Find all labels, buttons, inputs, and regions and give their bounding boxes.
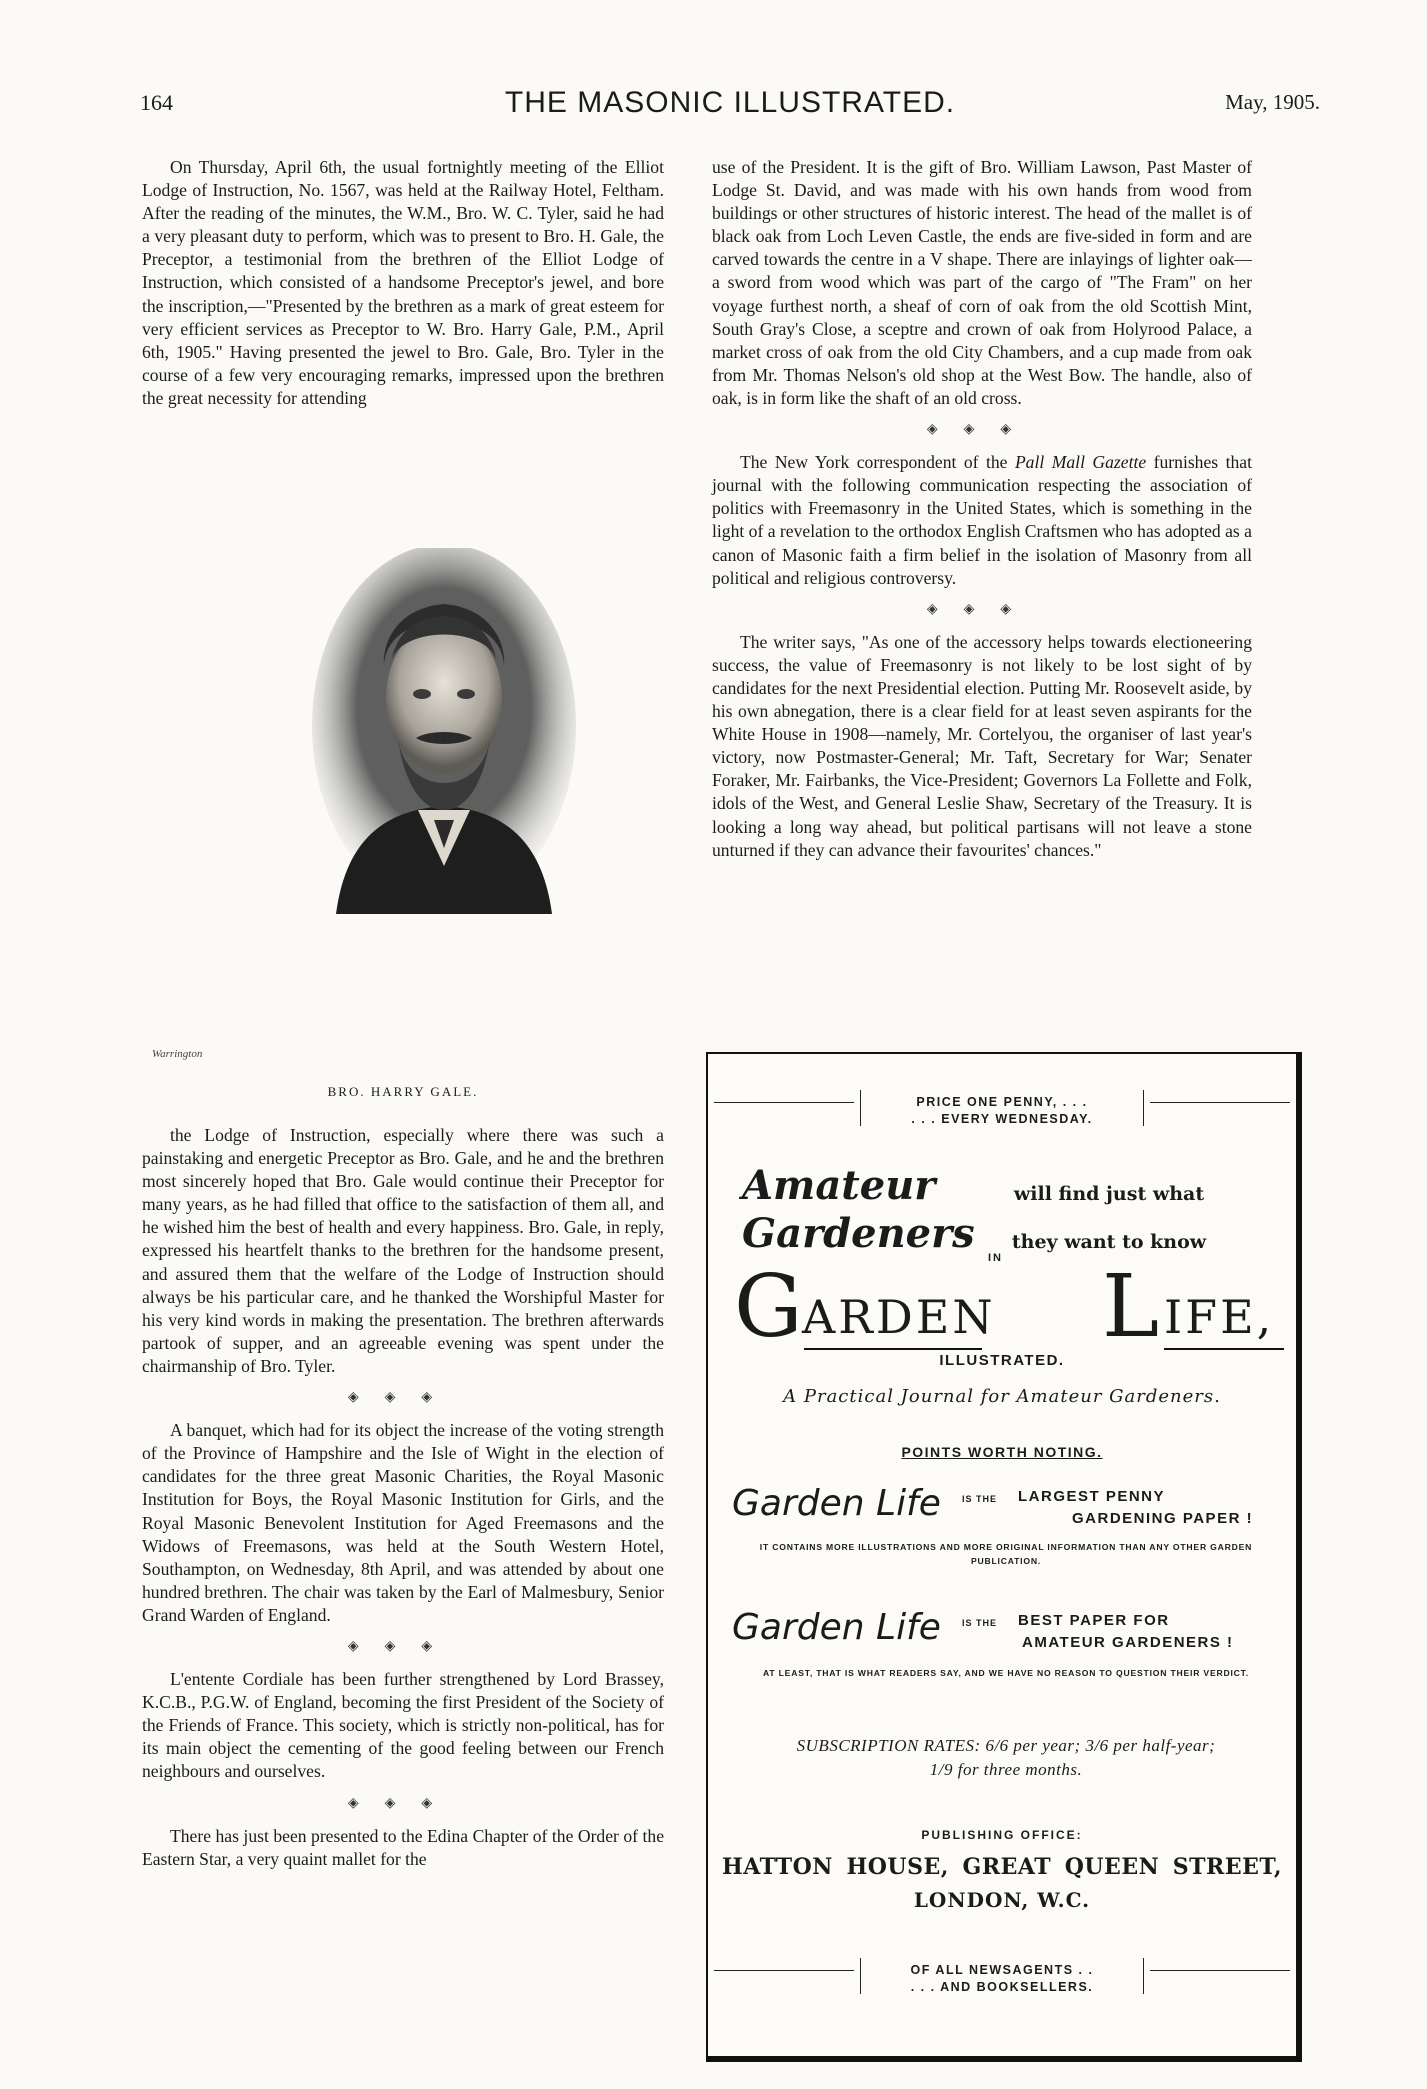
photographer-credit: Warrington (152, 1048, 203, 1060)
article-paragraph: On Thursday, April 6th, the usual fortnightly meeting of the Elliot Lodge of Instruction, No. 1567, was held at the Railway Hotel, Feltham. After the reading of the minutes, the W.M., Bro. W. C. Tyler, said he had a very pleasant duty to perform, which was to present to Bro. H. Gale, the Preceptor, a testimonial from the brethren of the Elliot Lodge of Instruction, which consisted of a handsome Preceptor's jewel, and bore the inscription,—"Presented by the brethren as a mark of great esteem for very efficient services as Preceptor to W. Bro. Harry Gale, P.M., April 6th, 1905." Having presented the jewel to Bro. Gale, Bro. Tyler in the course of a few very encouraging remarks, impressed upon the brethren the great necessity for attending (142, 157, 664, 408)
tagline: A Practical Journal for Amateur Gardeners. (783, 1386, 1221, 1407)
point-note: AT LEAST, THAT IS WHAT READERS SAY, AND WE HAVE NO REASON TO QUESTION THEIR VERDICT. (763, 1668, 1249, 1678)
section-ornament: ◈◈◈ (347, 1390, 459, 1406)
garden-life-masthead: G ARDEN L IFE, (734, 1262, 1294, 1352)
portrait-caption: BRO. HARRY GALE. (327, 1084, 479, 1099)
article-paragraph: A banquet, which had for its object the increase of the voting strength of the Province of Hampshire and the Isle of Wight in the election of candidates for the three great Masonic Charities, the Royal Masonic Institution for Boys, the Royal Masonic Institution for Girls, and the Royal Masonic Benevolent Institution for Aged Freemasons and the Widows of Freemasons, was held at the South Western Hotel, Southampton, on Wednesday, 8th April, and was attended by about one hundred brethren. The chair was taken by the Earl of Malmesbury, Senior Grand Warden of England. (142, 1420, 664, 1625)
office-city: LONDON, W.C. (913, 1888, 1091, 1912)
article-paragraph: The New York correspondent of the Pall Mall Gazette furnishes that journal with the following communication respecting the association of politics with Freemasonry in the United States, which is something in the light of a revelation to the orthodox English Craftsmen who has adopted as a canon of Masonic faith a firm belief in the isolation of Masonry from all political and religious controversy. (712, 452, 1252, 588)
illustrated-label: ILLUSTRATED. (939, 1352, 1065, 1369)
article-paragraph: use of the President. It is the gift of Bro. William Lawson, Past Master of Lodge St. David, and was made with his own hands from wood from buildings or other structures of historic interest. The head of the mallet is of black oak from Loch Leven Castle, the ends are five-sided in form and are carved towards the centre in a V shape. There are inlayings of lighter oak—a sword from wood which was part of the cargo of "The Fram" on her voyage furthest north, a sheaf of corn of oak from the old Scottish Mint, South Gray's Close, a sceptre and crown of oak from Holyrood Palace, a market cross of oak from the old City Chambers, and a cup made from oak from Mr. Thomas Nelson's old shop at the West Bow. The handle, also of oak, is in form like the shaft of an old cross. (712, 157, 1252, 408)
publication-title: THE MASONIC ILLUSTRATED. (504, 86, 956, 119)
in-label: IN (988, 1252, 1003, 1264)
newspaper-name: Pall Mall Gazette (1014, 452, 1147, 473)
point-note: IT CONTAINS MORE ILLUSTRATIONS AND MORE ORIGINAL INFORMATION THAN ANY OTHER GARDEN PUBLICATION. (759, 1542, 1253, 1566)
left-column-top (142, 156, 664, 410)
article-paragraph: The writer says, "As one of the accessory helps towards electioneering success, the value of Freemasonry is not likely to be lost sight of by candidates for the next Presidential election. Putting Mr. Roosevelt aside, by his own abnegation, there is a clear field for at least seven aspirants for the White House in 1908—namely, Mr. Cortelyou, the organiser of last year's victory, now Postmaster-General; Mr. Taft, Secretary for War; Senater Foraker, Mr. Fairbanks, the Vice-President; Governors La Follette and Folk, idols of the West, and General Leslie Shaw, Secretary of the Treasury. It is looking a long way ahead, but political partisans will not leave a stone unturned if they can advance their favourites' chances." (712, 631, 1252, 860)
section-ornament: ◈◈◈ (926, 422, 1038, 438)
masthead-rule (1164, 1348, 1284, 1350)
section-ornament: ◈◈◈ (347, 1795, 459, 1811)
article-paragraph: There has just been presented to the Edina Chapter of the Order of the Eastern Star, a very quaint mallet for the (142, 1825, 664, 1869)
page-header (140, 86, 1320, 120)
will-find-text: will find just what they want to know (1011, 1183, 1207, 1253)
publishing-office-label: PUBLISHING OFFICE: (921, 1828, 1083, 1842)
page-number: 164 (140, 90, 173, 115)
issue-date: May, 1905. (1225, 90, 1320, 114)
section-ornament: ◈◈◈ (347, 1638, 459, 1654)
newsagents-banner: OF ALL NEWSAGENTS . . . . . AND BOOKSELLERS. (910, 1963, 1094, 1994)
garden-life-advertisement (706, 1052, 1302, 2062)
point-largest-paper: Garden Life IS THE LARGEST PENNY GARDENING PAPER ! (732, 1483, 1254, 1527)
subscription-rates: SUBSCRIPTION RATES: 6/6 per year; 3/6 per half-year; 1/9 for three months. (796, 1736, 1216, 1779)
article-paragraph: L'entente Cordiale has been further strengthened by Lord Brassey, K.C.B., P.G.W. of England, becoming the first President of the Society of the Friends of France. This society, which is strictly non-political, has for its main object the cementing of the good feeling between our French neighbours and ourselves. (142, 1669, 664, 1782)
section-ornament: ◈◈◈ (926, 601, 1038, 617)
left-column-bottom (142, 1124, 664, 1871)
masthead-rule (804, 1348, 982, 1350)
office-address: HATTON HOUSE, GREAT QUEEN STREET, (722, 1854, 1282, 1880)
price-banner: PRICE ONE PENNY, . . . . . . EVERY WEDNESDAY. (911, 1095, 1093, 1126)
point-best-paper: Garden Life IS THE BEST PAPER FOR AMATEUR GARDENERS ! (732, 1607, 1234, 1651)
amateur-gardeners-heading: Amateur Gardeners (742, 1162, 975, 1257)
points-worth-noting: POINTS WORTH NOTING. (901, 1444, 1103, 1460)
portrait-harry-gale (306, 548, 582, 914)
portrait-image (306, 548, 582, 914)
article-paragraph: the Lodge of Instruction, especially where there was such a painstaking and energetic Preceptor as Bro. Gale, and he and the brethren most sincerely hoped that Bro. Gale would continue their Preceptor for many years, as he had filled that office to the satisfaction of them all, and he wished him the best of health and every happiness. Bro. Gale, in reply, expressed his heartfelt thanks to the brethren for the handsome present, and assured them that the welfare of the Lodge of Instruction should always be his particular care, and he thanked the Worshipful Master for his very kind words in making the presentation. The brethren afterwards partook of supper, and an agreeable evening was spent under the chairmanship of Bro. Tyler. (142, 1125, 664, 1376)
right-column (712, 156, 1252, 862)
